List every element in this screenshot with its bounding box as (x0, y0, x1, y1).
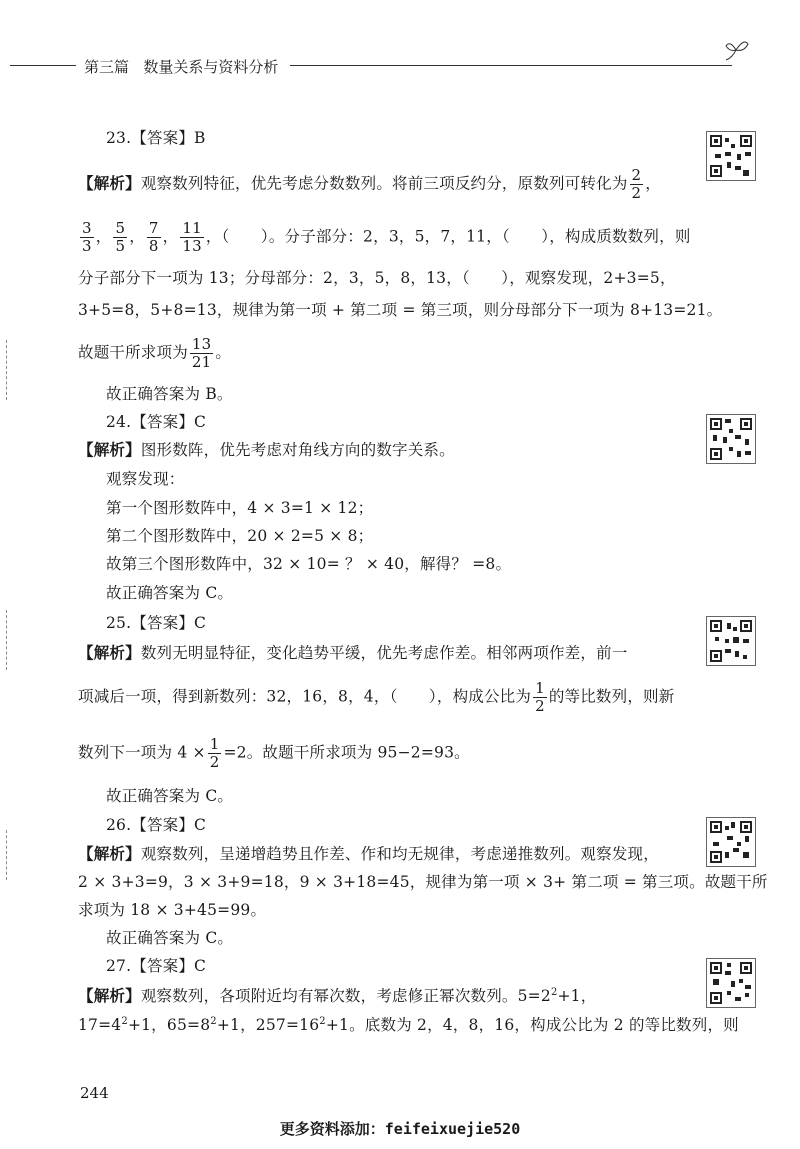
qr-code-q24 (706, 414, 756, 464)
q23-answer: 23.【答案】B (106, 129, 206, 147)
explanation-tag: 【解析】 (78, 173, 141, 193)
q23-explanation-line-3: 分子部分下一项为 13；分母部分：2，3，5，8，13，（ ），观察发现，2+3=5， (78, 269, 676, 287)
page-number: 244 (80, 1084, 109, 1102)
q27-answer: 27.【答案】C (106, 957, 207, 975)
q23-explanation-line-4: 3+5=8，5+8=13，规律为第一项 + 第二项 = 第三项，则分母部分下一项为 8+13=21。 (78, 301, 723, 319)
q23-conclusion: 故正确答案为 B。 (106, 385, 233, 403)
header-rule-right (290, 65, 732, 66)
q27-explanation-line-1: 【解析】观察数列，各项附近均有幂次数，考虑修正幂次数列。$5=2^2+1$， (78, 986, 597, 1005)
footer-account: feifeixuejie520 (384, 1120, 521, 1138)
q26-answer: 26.【答案】C (106, 816, 207, 834)
q26-line-2: 2 × 3+3=9，3 × 3+9=18，9 × 3+18=45，规律为第一项 × 3+ 第二项 = 第三项。故题干所 (78, 873, 768, 891)
binding-mark (6, 610, 8, 670)
q24-conclusion: 故正确答案为 C。 (106, 584, 234, 602)
header-part: 第三篇 (84, 58, 130, 76)
fraction: $\frac{2}{2}$ (631, 166, 642, 202)
q25-explanation-line-1: 【解析】数列无明显特征，变化趋势平缓，优先考虑作差。相邻两项作差，前一 (78, 643, 628, 662)
q24-line-3: 第一个图形数阵中，4 × 3=1 × 12； (106, 499, 374, 517)
q26-conclusion: 故正确答案为 C。 (106, 929, 234, 947)
q26-explanation-line-1: 【解析】观察数列，呈递增趋势且作差、作和均无规律，考虑递推数列。观察发现， (78, 844, 659, 863)
header-rule-left (10, 65, 76, 66)
qr-code-q25 (706, 616, 756, 666)
qr-code-q26 (706, 817, 756, 867)
q27-explanation-line-2: $17=4^2+1$，$65=8^2+1$，$257=16^2+1$。底数为 2，4，8，16，构成公比为 2 的等比数列，则 (78, 1015, 739, 1034)
q24-explanation-line-1: 【解析】图形数阵，优先考虑对角线方向的数字关系。 (78, 440, 455, 459)
fraction: $\frac{5}{5}$ (115, 219, 126, 255)
explanation-tag: 【解析】 (78, 643, 141, 662)
q24-answer: 24.【答案】C (106, 413, 207, 431)
q23-explanation-line-1: 【解析】观察数列特征，优先考虑分数数列。将前三项反约分，原数列可转化为 $\frac{2}{2}$ ， (78, 166, 661, 202)
q25-explanation-line-3: 数列下一项为 4 × $\frac{1}{2}$ =2。故题干所求项为 95−2=93。 (78, 735, 470, 771)
q25-answer: 25.【答案】C (106, 614, 207, 632)
footer-label: 更多资料添加： (279, 1120, 385, 1138)
q25-conclusion: 故正确答案为 C。 (106, 787, 234, 805)
running-header (80, 56, 282, 77)
binding-mark (6, 340, 8, 400)
explanation-tag: 【解析】 (78, 844, 141, 863)
sprout-icon (724, 38, 750, 62)
header-title: 数量关系与资料分析 (143, 58, 279, 76)
q23-explanation-line-5: 故题干所求项为 $\frac{13}{21}$ 。 (78, 335, 232, 371)
fraction: $\frac{3}{3}$ (82, 219, 92, 255)
fraction: $\frac{13}{21}$ (191, 335, 212, 371)
qr-code-q23 (706, 131, 756, 181)
fraction: $\frac{11}{13}$ (182, 219, 202, 255)
explanation-tag: 【解析】 (78, 440, 141, 459)
fraction: $\frac{1}{2}$ (535, 679, 545, 715)
q24-line-4: 第二个图形数阵中，20 × 2=5 × 8； (106, 527, 374, 545)
footer-note (0, 1118, 800, 1139)
q23-explanation-line-2: $\frac{3}{3}$ ， $\frac{5}{5}$ ， $\frac{7}{8}$ ， $\frac{11}{13}$ ，（ ）。分子部分：2，3，5，7，11，（ ），构成质数数列，则 (82, 219, 691, 255)
explanation-tag: 【解析】 (78, 986, 141, 1005)
fraction: $\frac{7}{8}$ (148, 219, 159, 255)
binding-mark (6, 830, 8, 880)
q26-line-3: 求项为 18 × 3+45=99。 (78, 901, 267, 919)
qr-code-q27 (706, 958, 756, 1008)
fraction: $\frac{1}{2}$ (209, 735, 220, 771)
q24-line-2: 观察发现： (106, 470, 185, 488)
q24-line-5: 故第三个图形数阵中，32 × 10= ？ × 40，解得？ =8。 (106, 555, 512, 573)
q25-explanation-line-2: 项减后一项，得到新数列：32，16，8，4，（ ），构成公比为 $\frac{1}{2}$ 的等比数列，则新 (78, 679, 675, 715)
